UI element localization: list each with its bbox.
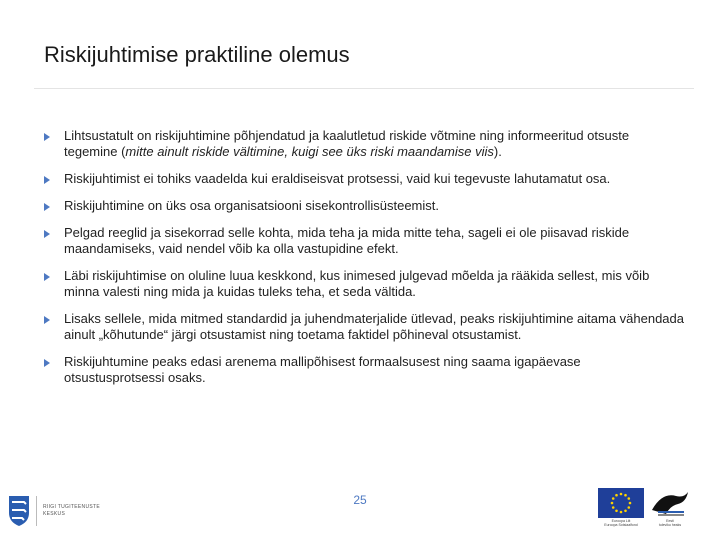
bullet-item [44, 311, 684, 343]
bullet-text [64, 198, 439, 214]
slide-title: Riskijuhtimise praktiline olemus [44, 42, 350, 67]
bullet-item [44, 128, 684, 160]
eesti-caption [648, 519, 692, 527]
swallow-icon [648, 488, 692, 518]
logo-divider [36, 496, 37, 526]
bullet-text [64, 225, 684, 257]
estonian-crest-icon [8, 495, 30, 527]
bullet-text [64, 171, 610, 187]
bullet-list [44, 128, 684, 397]
bullet-arrow-icon [44, 230, 50, 238]
eu-caption-line2: Euroopa Sotsiaalfond [604, 523, 638, 527]
eesti-logo [648, 488, 692, 527]
bullet-arrow-icon [44, 359, 50, 367]
bullet-arrow-icon [44, 133, 50, 141]
bullet-text [64, 268, 684, 300]
eu-flag-icon [598, 488, 644, 518]
bullet-arrow-icon [44, 316, 50, 324]
org-name-line2: KESKUS [43, 511, 66, 517]
org-name-line1: RIIGI TUGITEENUSTE [43, 504, 100, 510]
bullet-text-part: Lihtsustatult on riskijuhtimine põhjendatud ja kaalutletud riskide võtmine ning informeeritud otsuste tegemine ( [64, 128, 630, 159]
bullet-text-part: Riskijuhtimine on üks osa organisatsiooni sisekontrollisüsteemist. [64, 198, 440, 213]
bullet-arrow-icon [44, 273, 50, 281]
org-name [43, 504, 100, 518]
bullet-text-part: Pelgad reeglid ja sisekorrad selle kohta, mida teha ja mida mitte teha, sageli ei ole piisavad riskide maandamiseks, vaid nendel võib ka olla vastupidine efekt. [64, 225, 630, 256]
bullet-text-part: Lisaks sellele, mida mitmed standardid ja juhendmaterjalide ütlevad, peaks riskijuhtimine aitama vähendada ainult „kõhutunde“ järgi otsustamist ning toetama faktidel põhineval otsustamist. [64, 311, 685, 342]
eesti-caption-line2: tuleviku heaks [658, 523, 682, 527]
eesti-caption-line1: Eesti [666, 519, 674, 523]
bullet-text-part: ). [493, 144, 502, 159]
bullet-text [64, 128, 684, 160]
title-divider [34, 88, 694, 89]
bullet-text-part: Riskijuhtumine peaks edasi arenema mallipõhisest formaalsusest ning saama igapäevase otsustusprotsessi osaks. [64, 354, 581, 385]
bullet-text [64, 311, 684, 343]
bullet-item [44, 354, 684, 386]
bullet-text-part: Läbi riskijuhtimise on oluline luua keskkond, kus inimesed julgevad mõelda ja rääkida sellest, mis võib minna valesti ning mida ja kuidas tuleks teha, et seda vältida. [64, 268, 650, 299]
bullet-item [44, 171, 684, 187]
bullet-text-part: Riskijuhtimist ei tohiks vaadelda kui eraldiseisvat protsessi, vaid kui tegevuste lahutamatut osa. [64, 171, 611, 186]
bullet-text-italic: mitte ainult riskide vältimine, kuigi see üks riski maandamise viis [125, 144, 494, 159]
eu-caption-line1: Euroopa Liit [611, 519, 631, 523]
bullet-text [64, 354, 684, 386]
eu-logo [598, 488, 644, 527]
bullet-item [44, 268, 684, 300]
bullet-arrow-icon [44, 203, 50, 211]
bullet-item [44, 225, 684, 257]
eu-caption [598, 519, 644, 527]
bullet-item [44, 198, 684, 214]
page-number: 25 [353, 493, 367, 507]
bullet-arrow-icon [44, 176, 50, 184]
rtk-logo [8, 492, 100, 530]
